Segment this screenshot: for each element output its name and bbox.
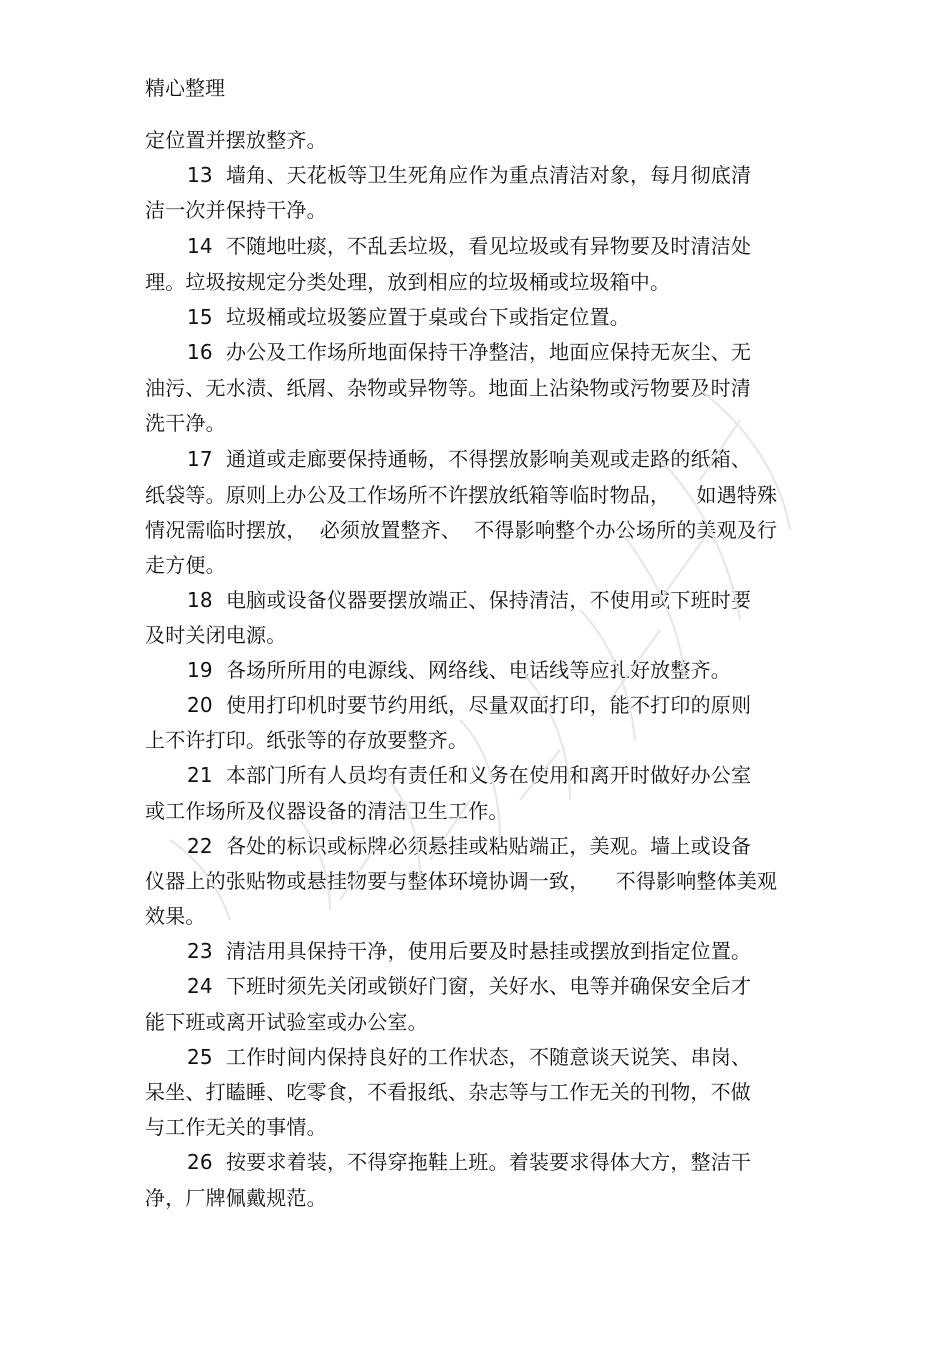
text-line: 上不许打印。纸张等的存放要整齐。 [145,728,469,752]
text-line: 理。垃圾按规定分类处理，放到相应的垃圾桶或垃圾箱中。 [145,270,671,294]
text-line: 及时关闭电源。 [145,623,287,647]
text-line: 呆坐、打瞌睡、吃零食，不看报纸、杂志等与工作无关的刊物，不做 [145,1080,751,1104]
text-line: 走方便。 [145,553,226,577]
text-line: 15 垃圾桶或垃圾篓应置于桌或台下或指定位置。 [187,305,630,329]
text-line: 能下班或离开试验室或办公室。 [145,1010,428,1034]
text-line: 情况需临时摆放， 必须放置整齐、 不得影响整个办公场所的美观及行 [145,518,778,542]
text-line: 效果。 [145,904,206,928]
text-line: 定位置并摆放整齐。 [145,128,327,152]
page-header: 精心整理 [145,76,225,100]
text-line: 洁一次并保持干净。 [145,198,327,222]
text-line: 17 通道或走廊要保持通畅，不得摆放影响美观或走路的纸箱、 [187,447,752,471]
text-line: 22 各处的标识或标牌必须悬挂或粘贴端正，美观。墙上或设备 [187,834,752,858]
text-line: 13 墙角、天花板等卫生死角应作为重点清洁对象，每月彻底清 [187,163,752,187]
text-line: 14 不随地吐痰，不乱丢垃圾，看见垃圾或有异物要及时清洁处 [187,234,752,258]
text-line: 18 电脑或设备仪器要摆放端正、保持清洁，不使用或下班时要 [187,588,752,612]
text-line: 油污、无水渍、纸屑、杂物或异物等。地面上沾染物或污物要及时清 [145,376,751,400]
text-line: 26 按要求着装，不得穿拖鞋上班。着装要求得体大方，整洁干 [187,1150,752,1174]
text-line: 24 下班时须先关闭或锁好门窗，关好水、电等并确保安全后才 [187,974,752,998]
text-line: 或工作场所及仪器设备的清洁卫生工作。 [145,799,509,823]
text-line: 25 工作时间内保持良好的工作状态，不随意谈天说笑、串岗、 [187,1045,752,1069]
text-line: 19 各场所所用的电源线、网络线、电话线等应扎好放整齐。 [187,658,731,682]
text-line: 纸袋等。原则上办公及工作场所不许摆放纸箱等临时物品， 如遇特殊 [145,483,778,507]
text-line: 23 清洁用具保持干净，使用后要及时悬挂或摆放到指定位置。 [187,939,752,963]
text-line: 仪器上的张贴物或悬挂物要与整体环境协调一致， 不得影响整体美观 [145,869,778,893]
text-line: 洗干净。 [145,411,226,435]
text-line: 16 办公及工作场所地面保持干净整洁，地面应保持无灰尘、无 [187,340,752,364]
text-line: 20 使用打印机时要节约用纸，尽量双面打印，能不打印的原则 [187,693,752,717]
text-line: 21 本部门所有人员均有责任和义务在使用和离开时做好办公室 [187,763,752,787]
text-line: 净，厂牌佩戴规范。 [145,1186,327,1210]
text-line: 与工作无关的事情。 [145,1115,327,1139]
